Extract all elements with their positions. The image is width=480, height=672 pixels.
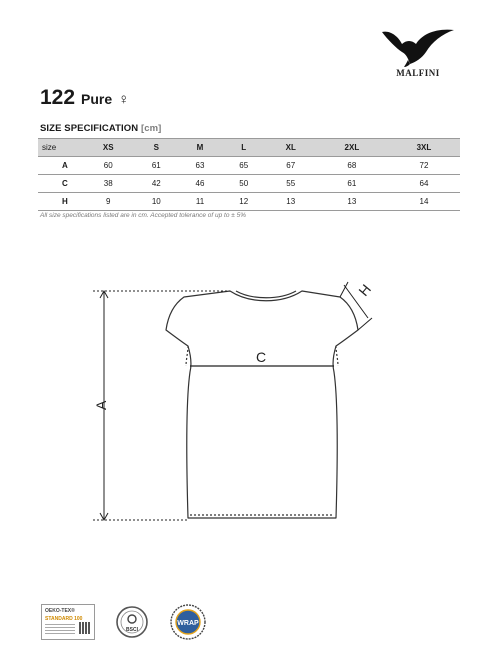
- oeko-tex-standard: STANDARD 100: [45, 616, 83, 622]
- wrap-text: WRAP: [177, 620, 199, 627]
- table-cell: 11: [178, 193, 222, 211]
- row-label: A: [38, 157, 82, 175]
- oeko-tex-label-icon: [41, 604, 95, 640]
- table-cell: 46: [178, 175, 222, 193]
- table-cell: 67: [266, 157, 316, 175]
- table-cell: 14: [388, 193, 460, 211]
- garment-diagram: [0, 260, 480, 540]
- measure-a-line: [93, 291, 230, 520]
- table-cell: 61: [316, 175, 388, 193]
- table-cell: 55: [266, 175, 316, 193]
- table-header-cell: XS: [82, 139, 134, 157]
- table-row: [38, 157, 460, 175]
- label-a: A: [93, 400, 109, 410]
- table-cell: 13: [266, 193, 316, 211]
- table-header-cell: size: [38, 139, 82, 157]
- tolerance-note: All size specifications listed are in cm. Accepted tolerance of up to ± 5%: [40, 212, 247, 219]
- bsci-seal-icon: [116, 606, 148, 638]
- oeko-tex-name: OEKO-TEX®: [45, 608, 75, 614]
- table-cell: 60: [82, 157, 134, 175]
- table-header-cell: 2XL: [316, 139, 388, 157]
- label-c: C: [256, 349, 267, 365]
- female-symbol-icon: ♀: [118, 91, 130, 108]
- table-header-cell: S: [134, 139, 178, 157]
- tshirt-outline-icon: [166, 291, 358, 518]
- brand-logo: [376, 26, 460, 84]
- table-cell: 42: [134, 175, 178, 193]
- brand-name: MALFINI: [396, 68, 440, 78]
- table-cell: 63: [178, 157, 222, 175]
- table-cell: 12: [222, 193, 266, 211]
- bsci-text: BSCI: [126, 627, 138, 633]
- table-cell: 68: [316, 157, 388, 175]
- product-number: 122: [40, 86, 76, 109]
- row-label: C: [38, 175, 82, 193]
- table-header-cell: XL: [266, 139, 316, 157]
- table-header-row: [38, 139, 460, 157]
- table-cell: 13: [316, 193, 388, 211]
- table-cell: 38: [82, 175, 134, 193]
- size-spec-unit: [cm]: [140, 123, 162, 134]
- table-cell: 61: [134, 157, 178, 175]
- table-cell: 9: [82, 193, 134, 211]
- table-row: [38, 193, 460, 211]
- product-title: [40, 86, 129, 110]
- table-cell: 10: [134, 193, 178, 211]
- product-name: Pure: [81, 91, 113, 107]
- table-row: [38, 175, 460, 193]
- row-label: H: [38, 193, 82, 211]
- bird-logo-icon: [380, 26, 456, 68]
- table-cell: 64: [388, 175, 460, 193]
- table-header-cell: 3XL: [388, 139, 460, 157]
- size-spec-title: SIZE SPECIFICATION: [40, 123, 139, 134]
- size-table: [38, 138, 460, 211]
- table-header-cell: L: [222, 139, 266, 157]
- label-h: H: [355, 281, 375, 300]
- qr-code-icon: [79, 622, 91, 634]
- wrap-seal-icon: [170, 604, 206, 640]
- size-spec-heading: [40, 123, 161, 134]
- table-cell: 65: [222, 157, 266, 175]
- table-header-cell: M: [178, 139, 222, 157]
- table-cell: 50: [222, 175, 266, 193]
- table-cell: 72: [388, 157, 460, 175]
- oeko-tex-fine-print: [45, 624, 75, 634]
